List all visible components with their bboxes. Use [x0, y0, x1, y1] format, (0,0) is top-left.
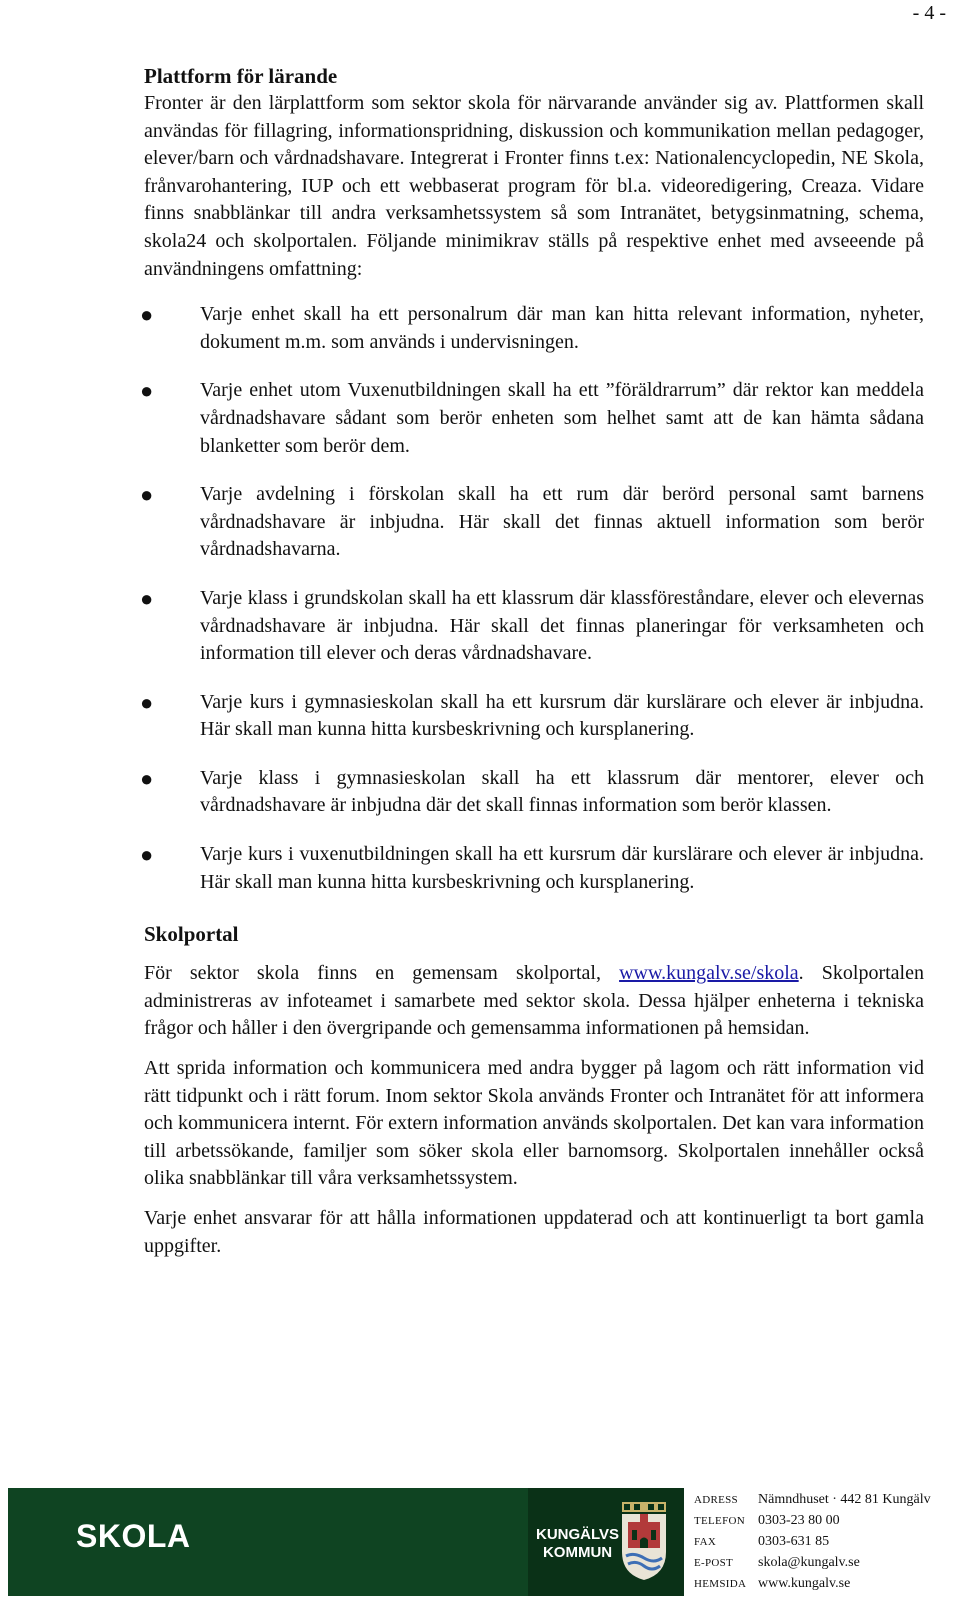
- list-item-text: Varje klass i gymnasieskolan skall ha ett klassrum där mentorer, elever och vårdnadshavare är inbjudna där det skall finnas information som berör klassen.: [200, 766, 924, 817]
- contact-value: 0303-631 85: [758, 1534, 830, 1549]
- contact-info: [694, 1492, 952, 1597]
- paragraph-text: . Skolportalen administreras av infoteamet i samarbete med sektor skola. Dessa hjälper enheterna i tekniska frågor och håller i den övergripande och gemensamma informationen på hemsidan.: [144, 962, 924, 1040]
- coat-of-arms-icon: [620, 1500, 668, 1582]
- contact-value: Nämndhuset · 442 81 Kungälv: [758, 1492, 931, 1507]
- list-item-text: Varje avdelning i förskolan skall ha ett rum där berörd personal samt barnens vårdnadshavare är inbjudna. Här skall det finnas aktuell information som berör vårdnadshavarna.: [200, 483, 924, 561]
- list-item-text: Varje enhet utom Vuxenutbildningen skall ha ett ”föräldrarrum” där rektor kan meddela vårdnadshavare sådant som berör enheten som helhet samt att de kan hämta sådana blanketter som berör dem.: [200, 379, 924, 457]
- contact-value: www.kungalv.se: [758, 1576, 851, 1591]
- bullet-icon: ●: [140, 842, 154, 868]
- paragraph-plattform: Fronter är den lärplattform som sektor skola för närvarande använder sig av. Plattformen skall användas för fillagring, informationspridning, diskussion och kommunikation mellan pedagoger, elever/barn och vårdnadshavare. Integrerat i Fronter finns t.ex: Nationalencyclopedin, NE Skola, frånvarohantering, IUP och ett webbaserat program för bl.a. videoredigering, Creaza. Vidare finns snabblänkar till andra verksamhetssystem så som Intranätet, betygsinmatning, schema, skola24 och skolportalen. Följande minimikrav ställs på respektive enhet med avseeende på användningens omfattning:: [144, 92, 924, 280]
- list-item-text: Varje enhet skall ha ett personalrum där man kan hitta relevant information, nyheter, dokument m.m. som används i undervisningen.: [200, 303, 924, 353]
- contact-value: 0303-23 80 00: [758, 1513, 840, 1528]
- contact-label: HEMSIDA: [694, 1578, 747, 1590]
- list-item: [140, 301, 924, 356]
- requirements-list: [140, 301, 924, 896]
- list-item: [140, 841, 924, 896]
- contact-row-address: [694, 1492, 952, 1513]
- paragraph-skolportal-1: [144, 960, 924, 1043]
- page-number: - 4 -: [912, 2, 946, 24]
- paragraph-skolportal-2: Att sprida information och kommunicera med andra bygger på lagom och rätt information vid rätt tidpunkt och i rätt forum. Inom sektor Skola används Fronter och Intranätet för att informera och kommunicera internt. För extern information används skolportalen. Det kan vara information till arbetssökande, familjer som söker skola eller barnomsorg. Skolportalen innehåller också olika snabblänkar till våra verksamhetssystem.: [144, 1057, 924, 1190]
- contact-row-fax: [694, 1534, 952, 1555]
- list-item: [140, 377, 924, 460]
- paragraph-text: För sektor skola finns en gemensam skolportal,: [144, 962, 620, 985]
- bullet-icon: ●: [140, 689, 154, 715]
- contact-label: TELEFON: [694, 1515, 745, 1527]
- list-item-text: Varje kurs i vuxenutbildningen skall ha ett kursrum där kurslärare och elever är inbjudna. Här skall man kunna hitta kursbeskrivning och kursplanering.: [200, 843, 924, 893]
- contact-row-phone: [694, 1513, 952, 1534]
- bullet-icon: ●: [140, 585, 154, 611]
- contact-label: E-POST: [694, 1557, 734, 1569]
- list-item: [140, 689, 924, 744]
- footer: [8, 1488, 952, 1596]
- list-item: [140, 765, 924, 820]
- heading-skolportal: Skolportal: [144, 922, 239, 947]
- logo-line-1: KUNGÄLVS: [536, 1526, 620, 1543]
- contact-row-email: [694, 1555, 952, 1576]
- contact-value: skola@kungalv.se: [758, 1555, 860, 1570]
- skolportal-link[interactable]: www.kungalv.se/skola: [619, 962, 799, 985]
- list-item: [140, 585, 924, 668]
- footer-title: SKOLA: [76, 1518, 191, 1554]
- bullet-icon: ●: [140, 765, 154, 791]
- bullet-icon: ●: [140, 302, 154, 328]
- contact-label: ADRESS: [694, 1494, 738, 1506]
- bullet-icon: ●: [140, 378, 154, 404]
- logo-line-2: KOMMUN: [542, 1544, 613, 1561]
- paragraph-skolportal-3: Varje enhet ansvarar för att hålla informationen uppdaterad och att kontinuerligt ta bort gamla uppgifter.: [144, 1207, 924, 1257]
- list-item-text: Varje kurs i gymnasieskolan skall ha ett kursrum där kurslärare och elever är inbjudna. Här skall man kunna hitta kursbeskrivning och kursplanering.: [200, 690, 924, 741]
- bullet-icon: ●: [140, 482, 154, 508]
- list-item-text: Varje klass i grundskolan skall ha ett klassrum där klassföreståndare, elever och elevernas vårdnadshavare är inbjudna. Här skall det finnas planeringar för verksamheten och information till elever och deras vårdnadshavare.: [200, 586, 924, 665]
- list-item: [140, 481, 924, 564]
- kommun-logo: [536, 1526, 619, 1562]
- document-body: [140, 62, 924, 1260]
- contact-row-website: [694, 1576, 952, 1597]
- heading-plattform: Plattform för lärande: [144, 64, 338, 88]
- contact-label: FAX: [694, 1536, 717, 1548]
